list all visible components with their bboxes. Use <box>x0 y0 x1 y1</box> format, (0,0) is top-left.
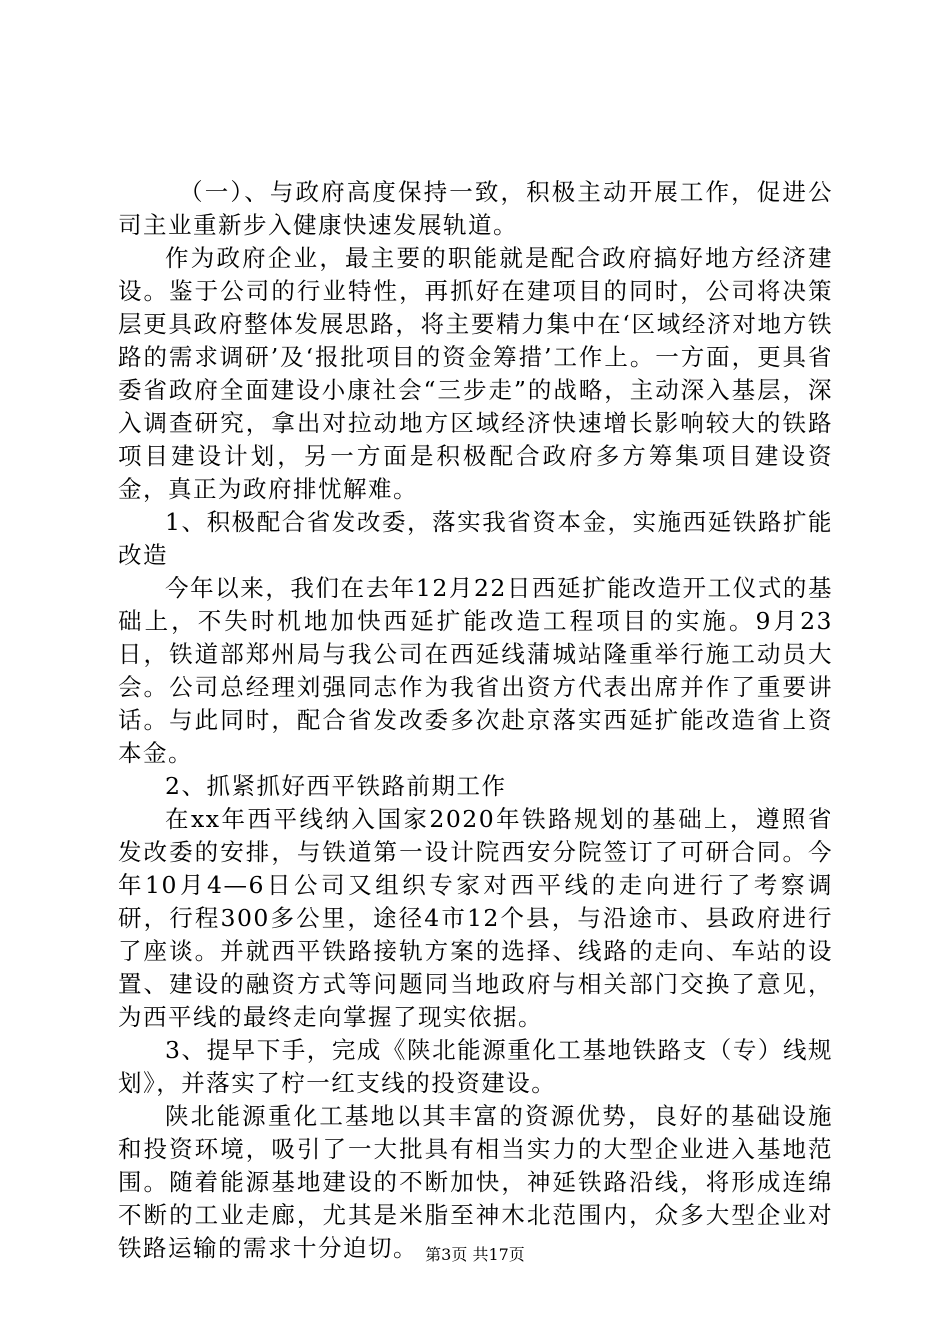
body-paragraph: 今年以来，我们在去年12月22日西延扩能改造开工仪式的基础上，不失时机地加快西延扩能改造工程项目的实施。9月23日，铁道部郑州局与我公司在西延线蒲城站隆重举行施工动员大会。公司总经理刘强同志作为我省出资方代表出席并作了重要讲话。与此同时，配合省发改委多次赴京落实西延扩能改造省上资本金。 <box>118 574 833 767</box>
body-paragraph: 在xx年西平线纳入国家2020年铁路规划的基础上，遵照省发改委的安排，与铁道第一设计院西安分院签订了可研合同。今年10月4—6日公司又组织专家对西平线的走向进行了考察调研，行程300多公里，途径4市12个县，与沿途市、县政府进行了座谈。并就西平铁路接轨方案的选择、线路的走向、车站的设置、建设的融资方式等问题同当地政府与相关部门交换了意见，为西平线的最终走向掌握了现实依据。 <box>118 805 833 1031</box>
body-paragraph: 作为政府企业，最主要的职能就是配合政府搞好地方经济建设。鉴于公司的行业特性，再抓好在建项目的同时，公司将决策层更具政府整体发展思路，将主要精力集中在‘区域经济对地方铁路的需求调研’及‘报批项目的资金筹措’工作上。一方面，更具省委省政府全面建设小康社会“三步走”的战略，主动深入基层，深入调查研究，拿出对拉动地方区域经济快速增长影响较大的铁路项目建设计划，另一方面是积极配合政府多方筹集项目建设资金，真正为政府排忧解难。 <box>118 244 833 503</box>
list-item-heading: 3、提早下手，完成《陕北能源重化工基地铁路支（专）线规划》，并落实了柠一红支线的投资建设。 <box>118 1036 833 1097</box>
body-paragraph: 陕北能源重化工基地以其丰富的资源优势，良好的基础设施和投资环境，吸引了一大批具有相当实力的大型企业进入基地范围。随着能源基地建设的不断加快，神延铁路沿线，将形成连绵不断的工业走廊，尤其是米脂至神木北范围内，众多大型企业对铁路运输的需求十分迫切。 <box>118 1102 833 1262</box>
document-body <box>118 176 833 1265</box>
list-item-heading: 1、积极配合省发改委，落实我省资本金，实施西延铁路扩能改造 <box>118 508 833 569</box>
section-heading: （一）、与政府高度保持一致，积极主动开展工作，促进公司主业重新步入健康快速发展轨道。 <box>118 178 833 239</box>
list-item-heading: 2、抓紧抓好西平铁路前期工作 <box>165 772 507 800</box>
page-number-footer: 第3页 共17页 <box>425 1245 525 1264</box>
